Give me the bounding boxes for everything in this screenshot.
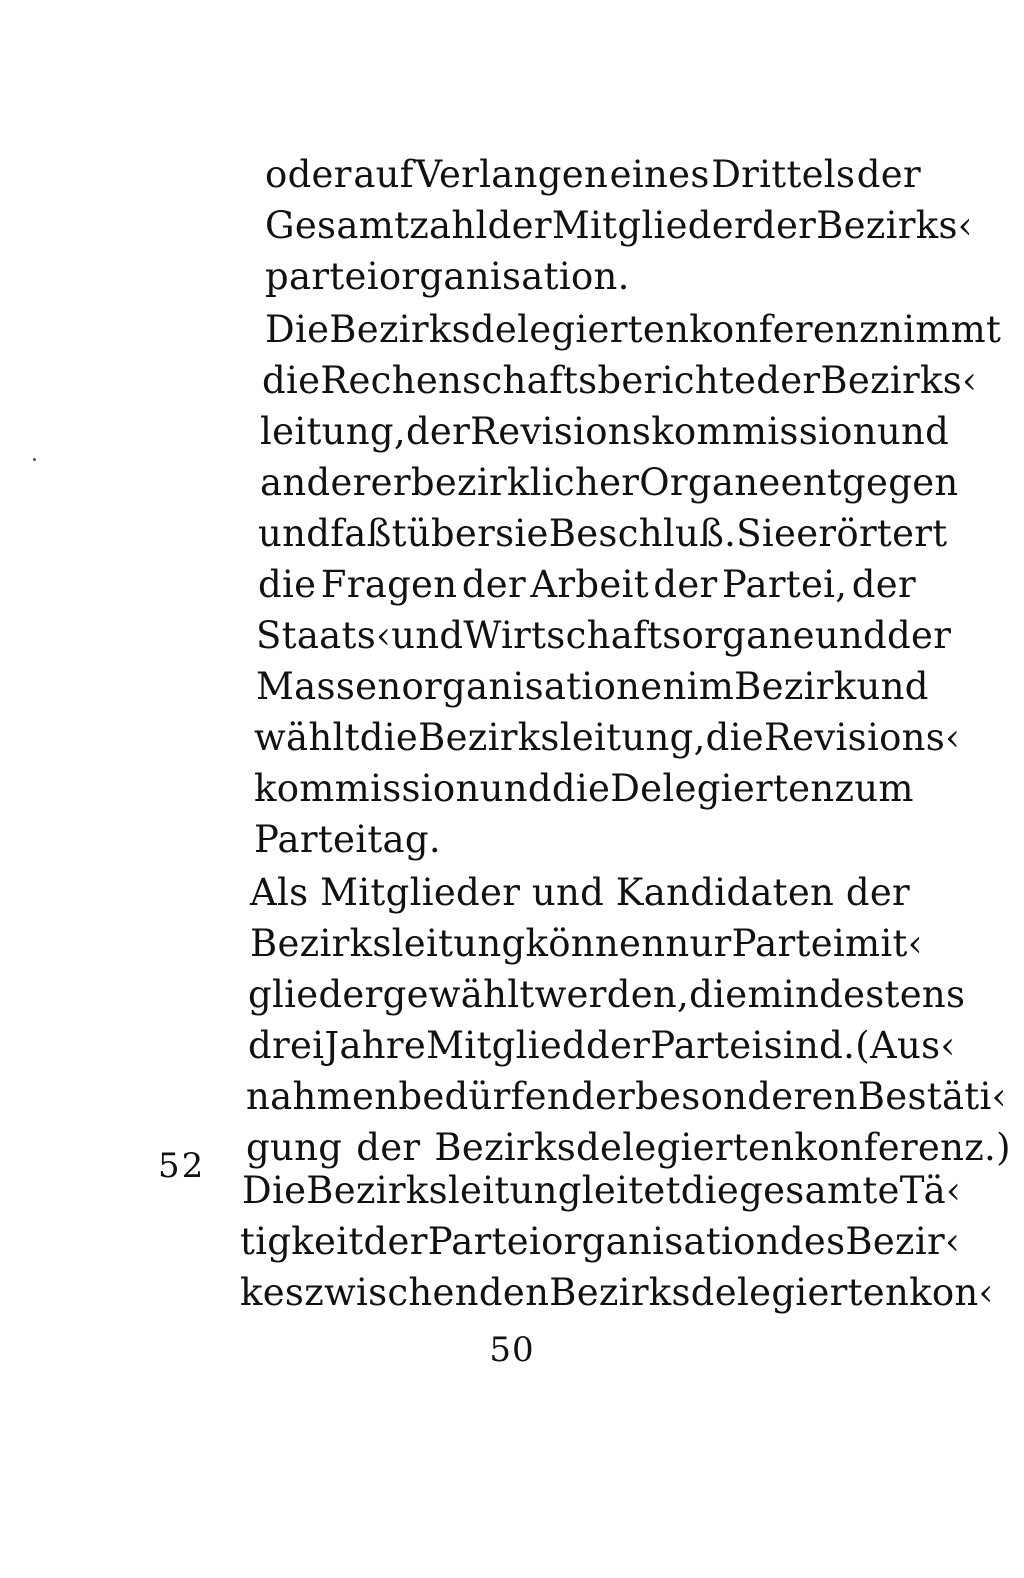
text-line: [250, 917, 923, 969]
word: Delegierten: [610, 766, 835, 810]
word: gung: [246, 1125, 343, 1169]
word: Verlangen: [415, 152, 609, 196]
word: besonderen: [635, 1074, 858, 1118]
word: Drittels: [711, 152, 856, 196]
text-line: [256, 609, 952, 661]
word: im: [686, 664, 735, 708]
word: drei: [248, 1023, 325, 1067]
word: bezirklicher: [410, 460, 640, 504]
word: der: [845, 870, 910, 914]
text-line: [265, 303, 1002, 355]
word: des: [779, 1219, 846, 1263]
word: Massenorganisationen: [256, 664, 687, 708]
word: Bezirks‹: [816, 203, 973, 247]
word: Parteitag.: [254, 817, 441, 861]
word: Bezirksdelegiertenkonferenz.): [434, 1125, 1011, 1169]
word: die: [705, 715, 764, 759]
word: und: [531, 870, 605, 914]
word: Mitglied: [426, 1023, 587, 1067]
word: Mitglieder: [320, 870, 521, 914]
word: Bezir‹: [845, 1219, 961, 1263]
word: tigkeit: [240, 1219, 364, 1263]
word: der: [751, 203, 817, 247]
word: sie: [495, 511, 549, 555]
word: Bezirksleitung: [250, 921, 526, 965]
text-line: [265, 250, 644, 302]
text-line: [265, 148, 921, 200]
word: der: [356, 1125, 421, 1169]
word: Bestäti‹: [857, 1074, 1007, 1118]
word: Die: [265, 307, 330, 351]
text-line: [242, 1164, 962, 1216]
word: Bezirksleitung,: [418, 715, 706, 759]
word: und: [814, 613, 888, 657]
word: entgegen: [780, 460, 959, 504]
text-line: [240, 1266, 994, 1318]
word: Staats‹: [256, 613, 392, 657]
word: leitet: [581, 1168, 681, 1212]
scan-speck: [33, 458, 36, 461]
word: Bezirks‹: [820, 358, 978, 402]
word: der: [405, 409, 471, 453]
word: Bezirk: [734, 664, 857, 708]
word: über: [406, 511, 496, 555]
word: nur: [665, 921, 732, 965]
word: Wirtschaftsorgane: [463, 613, 815, 657]
word: der: [461, 562, 526, 606]
word: Die: [242, 1168, 307, 1212]
text-line: [254, 762, 912, 814]
text-line: [256, 660, 929, 712]
word: und: [391, 613, 464, 657]
word: der: [363, 1219, 428, 1263]
word: Tä‹: [899, 1168, 962, 1212]
word: gesamte: [739, 1168, 900, 1212]
word: und: [258, 511, 331, 555]
word: Rechenschaftsberichte: [320, 358, 757, 402]
word: der: [856, 152, 921, 196]
word: faßt: [330, 511, 407, 555]
word: und: [856, 664, 929, 708]
word: die: [262, 358, 321, 402]
word: auf: [353, 152, 414, 196]
word: werden,: [534, 972, 690, 1016]
word: der: [586, 1023, 651, 1067]
word: parteiorganisation.: [265, 254, 630, 298]
word: Partei: [650, 1023, 764, 1067]
text-line: [248, 968, 966, 1020]
word: (Aus‹: [855, 1023, 956, 1067]
word: kommission: [254, 766, 480, 810]
word: Kandidaten: [615, 870, 835, 914]
word: kes: [240, 1270, 305, 1314]
word: Jahre: [324, 1023, 427, 1067]
text-line: [260, 405, 950, 457]
word: der: [487, 203, 552, 247]
word: eines: [609, 152, 710, 196]
text-line: [258, 507, 948, 559]
word: Parteimit‹: [731, 921, 923, 965]
word: die: [359, 715, 419, 759]
word: Als: [250, 870, 309, 914]
word: die: [689, 972, 748, 1016]
word: Bezirksleitung: [306, 1168, 582, 1212]
word: Mitglieder: [551, 203, 752, 247]
word: und: [876, 409, 950, 453]
word: der: [756, 358, 821, 402]
word: und: [479, 766, 552, 810]
word: wählt: [254, 715, 360, 759]
word: glieder: [248, 972, 383, 1016]
text-line: [254, 813, 455, 865]
section-number: 52: [158, 1146, 206, 1186]
text-line: [258, 558, 916, 610]
word: bedürfen: [398, 1074, 571, 1118]
text-line: [248, 1019, 956, 1071]
word: Organe: [639, 460, 781, 504]
word: der: [887, 613, 952, 657]
word: die: [551, 766, 611, 810]
text-line: [260, 456, 959, 508]
word: der: [570, 1074, 636, 1118]
word: Sie: [736, 511, 797, 555]
word: Fragen: [320, 562, 458, 606]
word: nimmt: [878, 307, 1002, 351]
word: können: [525, 921, 666, 965]
word: anderer: [260, 460, 411, 504]
text-line: [240, 1215, 961, 1267]
word: Revisions‹: [763, 715, 961, 759]
word: der: [653, 562, 718, 606]
word: die: [680, 1168, 740, 1212]
text-line: [262, 354, 978, 406]
text-line: [265, 199, 973, 251]
word: Bezirksdelegiertenkon‹: [549, 1270, 994, 1314]
word: Partei,: [721, 562, 848, 606]
word: oder: [265, 152, 352, 196]
text-line: [250, 866, 910, 918]
word: Gesamtzahl: [265, 203, 488, 247]
word: Revisionskommission: [470, 409, 877, 453]
word: die: [258, 562, 317, 606]
word: Parteiorganisation: [427, 1219, 780, 1263]
word: Bezirksdelegiertenkonferenz: [329, 307, 879, 351]
word: den: [478, 1270, 550, 1314]
word: zum: [834, 766, 914, 810]
word: Arbeit: [530, 562, 649, 606]
text-line: [254, 711, 961, 763]
word: leitung,: [260, 409, 406, 453]
word: sind.: [763, 1023, 856, 1067]
word: gewählt: [382, 972, 535, 1016]
word: nahmen: [246, 1074, 399, 1118]
word: mindestens: [747, 972, 966, 1016]
text-line: [246, 1070, 1007, 1122]
word: Beschluß.: [548, 511, 737, 555]
page-number: 50: [489, 1330, 535, 1370]
word: erörtert: [796, 511, 948, 555]
word: zwischen: [304, 1270, 479, 1314]
word: der: [851, 562, 916, 606]
